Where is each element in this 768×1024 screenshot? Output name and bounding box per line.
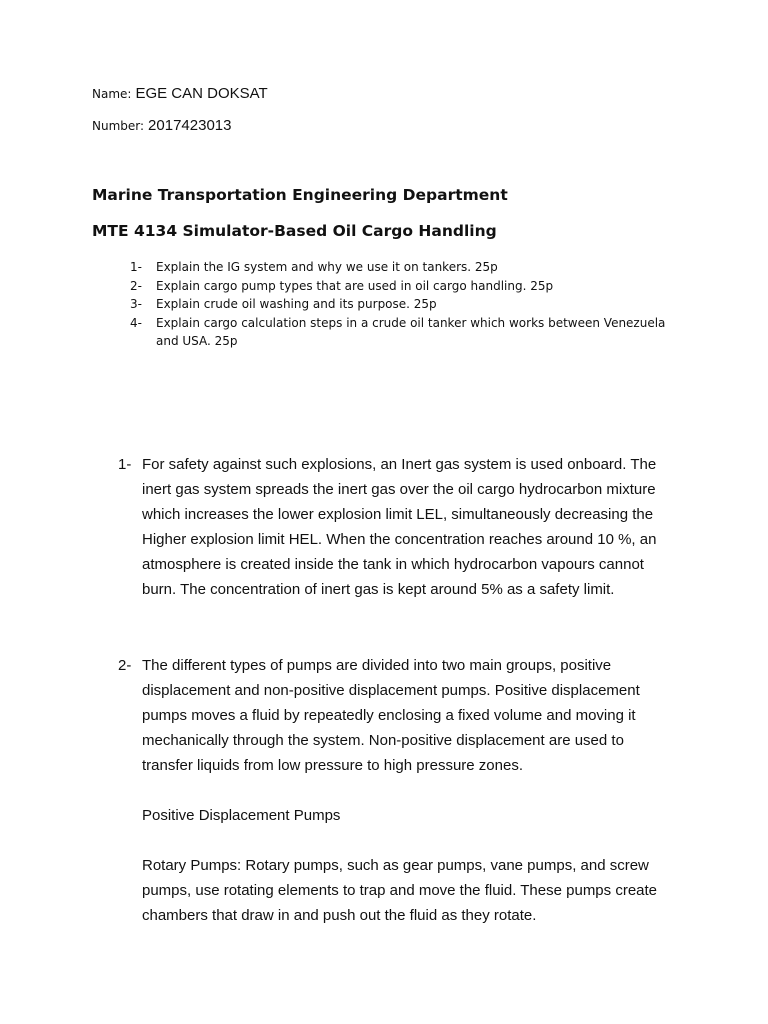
answer-body bbox=[142, 452, 678, 602]
answer-1 bbox=[118, 452, 678, 602]
name-value: EGE CAN DOKSAT bbox=[135, 85, 268, 102]
name-label: Name: bbox=[92, 87, 132, 101]
question-text: Explain cargo calculation steps in a crude oil tanker which works between Venezuela and USA. 25p bbox=[156, 315, 666, 348]
question-text: Explain crude oil washing and its purpose. 25p bbox=[156, 297, 437, 311]
answer-2 bbox=[118, 653, 678, 928]
question-item bbox=[130, 295, 690, 314]
question-text: Explain the IG system and why we use it on tankers. 25p bbox=[156, 260, 498, 274]
answer-number: 1- bbox=[118, 456, 132, 473]
answer-number: 2- bbox=[118, 657, 132, 674]
number-value: 2017423013 bbox=[148, 117, 232, 134]
question-item bbox=[130, 277, 690, 296]
question-list bbox=[130, 258, 690, 351]
number-label: Number: bbox=[92, 119, 145, 133]
answer-paragraph: The different types of pumps are divided into two main groups, positive displacement and non-positive displacement pumps. Positive displacement pumps moves a fluid by repeatedly enclosing a fixed volume and moving it mechanically through the system. Non-positive displacement are used to transfer liquids from low pressure to high pressure zones. bbox=[142, 657, 640, 774]
student-name-line bbox=[92, 85, 268, 103]
student-number-line bbox=[92, 117, 231, 135]
answer-paragraph: For safety against such explosions, an Inert gas system is used onboard. The inert gas system spreads the inert gas over the oil cargo hydrocarbon mixture which increases the lower explosion limit LEL, simultaneously decreasing the Higher explosion limit HEL. When the concentration reaches around 10 %, an atmosphere is created inside the tank in which hydrocarbon vapours cannot burn. The concentration of inert gas is kept around 5% as a safety limit. bbox=[142, 456, 657, 598]
question-number: 4- bbox=[130, 315, 142, 330]
question-text: Explain cargo pump types that are used in oil cargo handling. 25p bbox=[156, 278, 554, 293]
question-number: 2- bbox=[130, 278, 142, 293]
answer-body bbox=[142, 653, 678, 928]
question-number: 3- bbox=[130, 297, 142, 311]
question-item bbox=[130, 314, 690, 351]
department-heading: Marine Transportation Engineering Department bbox=[92, 186, 508, 204]
answer-paragraph: Rotary Pumps: Rotary pumps, such as gear pumps, vane pumps, and screw pumps, use rotating elements to trap and move the fluid. These pumps create chambers that draw in and push out the fluid as they rotate. bbox=[142, 857, 658, 924]
question-number: 1- bbox=[130, 260, 142, 274]
subheading-positive-displacement: Positive Displacement Pumps bbox=[142, 807, 341, 824]
question-item bbox=[130, 258, 690, 277]
course-heading: MTE 4134 Simulator-Based Oil Cargo Handling bbox=[92, 222, 497, 240]
